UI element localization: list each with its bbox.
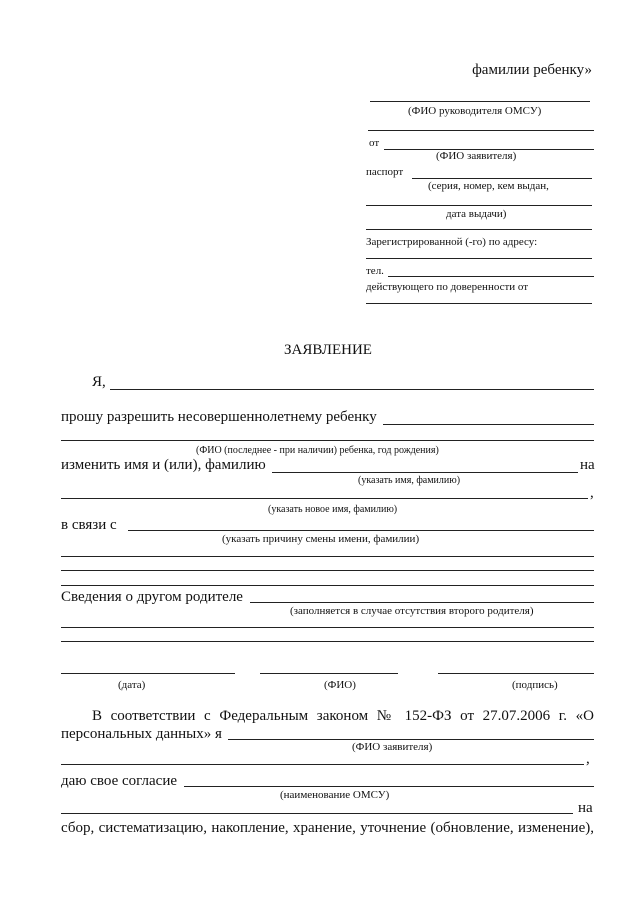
child-line-2 — [61, 440, 594, 441]
to-label: на — [580, 457, 595, 473]
consent-give: даю свое согласие — [61, 773, 178, 789]
name-line — [260, 673, 398, 674]
omsu-head-line — [370, 101, 590, 102]
change-line — [272, 472, 578, 473]
registered-label: Зарегистрированной (-го) по адресу: — [366, 236, 538, 248]
header-line-3 — [366, 205, 592, 206]
consent-line-2: персональных данных» я — [61, 726, 222, 742]
i-label: Я, — [92, 374, 106, 390]
signature-line — [438, 673, 594, 674]
date-line — [61, 673, 235, 674]
passport-label: паспорт — [366, 166, 404, 178]
applicant-name-caption: (ФИО заявителя) — [436, 150, 517, 162]
other-parent-line-3 — [61, 641, 594, 642]
reason-line-1 — [128, 530, 594, 531]
change-text: изменить имя и (или), фамилию — [61, 457, 266, 473]
consent-purpose-line — [61, 813, 573, 814]
reason-line-3 — [61, 570, 594, 571]
consent-to: на — [578, 800, 593, 816]
header-line-2 — [368, 130, 594, 131]
consent-omsu-line — [184, 786, 594, 787]
proxy-line — [366, 303, 592, 304]
consent-last-line: сбор, систематизацию, накопление, хранение, уточнение (обновление, изменение), — [61, 820, 594, 836]
request-text: прошу разрешить несовершеннолетнему ребенку — [61, 409, 377, 425]
consent-line-1: В соответствии с Федеральным законом № 152-ФЗ от 27.07.2006 г. «О — [92, 708, 594, 724]
address-line — [366, 258, 592, 259]
consent-line-blank — [61, 764, 584, 765]
reason-hint: (указать причину смены имени, фамилии) — [222, 533, 420, 545]
new-name-hint: (указать новое имя, фамилию) — [268, 504, 398, 515]
issue-date-caption: дата выдачи) — [446, 208, 507, 220]
reason-line-4 — [61, 585, 594, 586]
signature-caption: (подпись) — [512, 679, 558, 691]
child-line-1 — [383, 424, 594, 425]
consent-applicant-hint: (ФИО заявителя) — [352, 741, 433, 753]
header-top-right: фамилии ребенку» — [472, 62, 592, 78]
name-caption: (ФИО) — [324, 679, 356, 691]
other-parent-label: Сведения о другом родителе — [61, 589, 243, 605]
change-hint: (указать имя, фамилию) — [358, 475, 461, 486]
omsu-head-caption: (ФИО руководителя ОМСУ) — [408, 105, 542, 117]
document-title: ЗАЯВЛЕНИЕ — [284, 342, 372, 358]
new-name-line — [61, 498, 588, 499]
passport-hint: (серия, номер, кем выдан, — [428, 180, 549, 192]
consent-omsu-hint: (наименование ОМСУ) — [280, 789, 390, 801]
proxy-label: действующего по доверенности от — [366, 281, 529, 293]
passport-line — [412, 178, 592, 179]
other-parent-hint: (заполняется в случае отсутствия второго родителя) — [290, 605, 534, 617]
due-to-label: в связи с — [61, 517, 117, 533]
reason-line-2 — [61, 556, 594, 557]
other-parent-line-2 — [61, 627, 594, 628]
consent-applicant-line — [228, 739, 594, 740]
phone-line — [388, 276, 594, 277]
header-line-4 — [366, 229, 592, 230]
date-caption: (дата) — [118, 679, 146, 691]
other-parent-line — [250, 602, 594, 603]
applicant-line — [110, 389, 594, 390]
child-hint: (ФИО (последнее - при наличии) ребенка, год рождения) — [196, 445, 439, 456]
phone-label: тел. — [366, 265, 384, 277]
comma: , — [590, 485, 594, 501]
from-label: от — [369, 137, 380, 149]
consent-comma: , — [586, 751, 590, 767]
